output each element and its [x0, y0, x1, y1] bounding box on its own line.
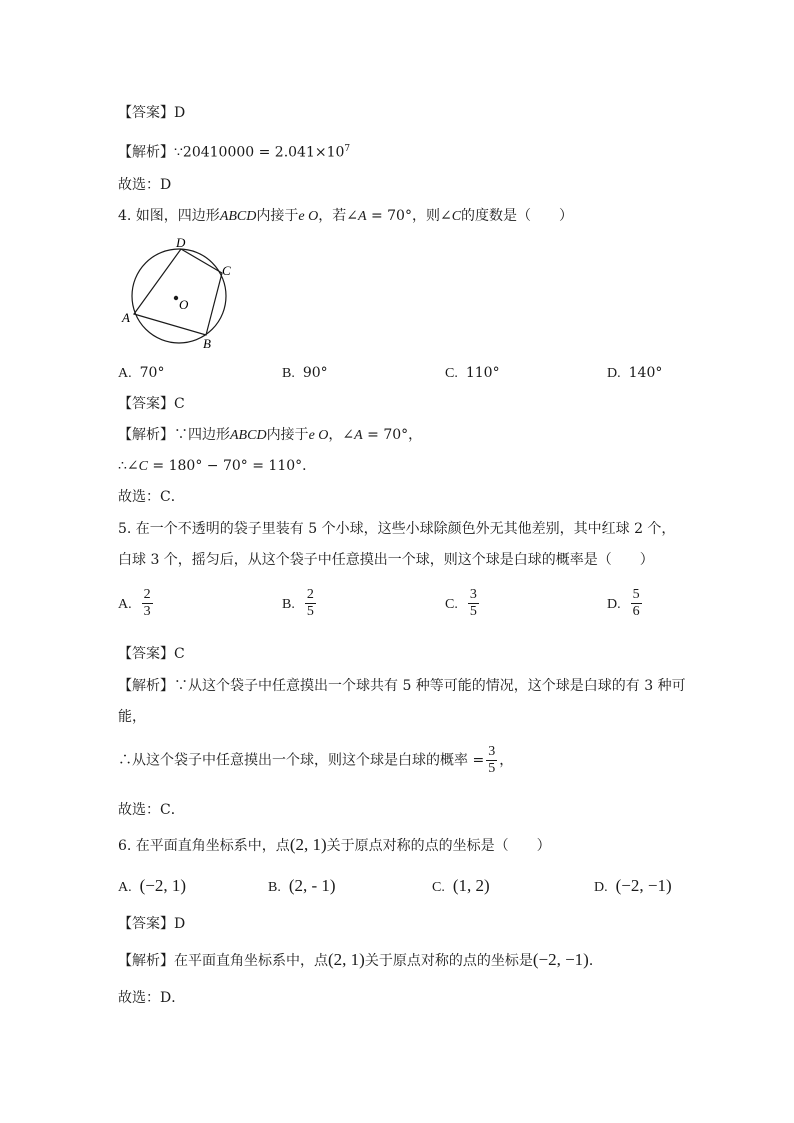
q4-stem-then: ，则∠	[411, 208, 452, 224]
numerator: 2	[143, 587, 151, 602]
numerator: 5	[632, 587, 640, 602]
answer-value: D	[174, 916, 186, 932]
option-key: A.	[118, 366, 132, 381]
option-text: (2, - 1)	[288, 876, 336, 895]
analysis-text: ∵从这个袋子中任意摸出一个球共有 5 种等可能的情况，这个球是白球的有 3 种可	[174, 678, 686, 694]
angle-a: A	[354, 428, 363, 443]
q4-answer-line	[118, 394, 185, 414]
option-key: C.	[445, 596, 458, 612]
analysis-label: 【解析】	[118, 953, 174, 969]
denominator: 5	[306, 604, 314, 619]
q4-option-d[interactable]	[607, 363, 662, 384]
option-key: B.	[268, 880, 281, 895]
option-key: A.	[118, 596, 132, 612]
label-o: O	[179, 297, 189, 312]
q3-conclusion: 故选：D	[118, 177, 172, 193]
numerator: 3	[469, 587, 477, 602]
angle-c: C	[451, 209, 462, 224]
q6-stem-prefix: 6. 在平面直角坐标系中，点	[118, 838, 290, 854]
angle-a: A	[357, 209, 367, 224]
point-coordinates: (2, 1)	[289, 835, 327, 854]
q6-option-d[interactable]	[594, 876, 672, 898]
option-text: 110°	[465, 365, 500, 381]
numerator: 2	[306, 587, 314, 602]
therefore-end: ，	[499, 752, 514, 769]
option-text: 90°	[302, 365, 328, 381]
option-key: C.	[432, 880, 445, 895]
analysis-text: 内接于	[266, 427, 309, 443]
q6-option-a[interactable]	[118, 876, 186, 898]
option-text: (−2, 1)	[139, 876, 187, 895]
fraction	[486, 744, 497, 777]
fraction	[631, 587, 642, 620]
q6-option-c[interactable]	[432, 876, 490, 898]
denominator: 5	[469, 604, 477, 619]
q3-answer-line	[118, 103, 185, 123]
q6-analysis-line	[118, 950, 603, 971]
analysis-text: = 70°，	[362, 427, 423, 443]
q3-analysis-line	[118, 139, 350, 163]
option-text: (1, 2)	[452, 876, 490, 895]
analysis-text: ∵20410000 = 2.041×10	[174, 144, 345, 161]
q6-stem	[118, 835, 551, 856]
option-key: B.	[282, 366, 295, 381]
option-text: 140°	[628, 365, 663, 381]
option-key: A.	[118, 880, 132, 895]
center-point	[174, 296, 178, 300]
q5-stem-line1: 5. 在一个不透明的袋子里装有 5 个小球，这些小球除颜色外无其他差别，其中红球 2 个，	[118, 521, 676, 537]
fraction	[142, 587, 153, 620]
q5-therefore-line	[118, 744, 513, 777]
denominator: 5	[488, 761, 496, 776]
answer-label: 【答案】	[118, 916, 174, 932]
q5-option-a[interactable]	[118, 587, 155, 620]
answer-label: 【答案】	[118, 396, 174, 412]
q5-answer-line	[118, 644, 185, 664]
label-a: A	[122, 310, 130, 325]
q4-stem-mid: 内接于	[256, 208, 299, 224]
answer-value: C	[174, 396, 185, 412]
label-d: D	[176, 236, 186, 250]
option-text: 70°	[139, 365, 165, 381]
answer-label: 【答案】	[118, 646, 174, 662]
q6-answer-line	[118, 914, 185, 934]
q5-conclusion: 故选：C．	[118, 802, 185, 818]
option-key: D.	[607, 366, 621, 381]
q4-analysis-line	[118, 425, 422, 446]
q5-analysis-line2: 能，	[118, 709, 146, 725]
analysis-label: 【解析】	[118, 427, 174, 443]
label-b: B	[203, 336, 211, 351]
analysis-text: ∵四边形	[174, 427, 230, 443]
q5-option-b[interactable]	[282, 587, 318, 620]
quad-name: ABCD	[219, 209, 257, 224]
q5-option-d[interactable]	[607, 587, 644, 620]
quad-name: ABCD	[230, 428, 267, 443]
answer-label: 【答案】	[118, 105, 174, 121]
fraction	[305, 587, 316, 620]
point-coordinates: (2, 1)	[328, 950, 365, 969]
q4-option-a[interactable]	[118, 363, 164, 384]
numerator: 3	[488, 744, 496, 759]
option-key: C.	[445, 366, 458, 381]
option-text: (−2, −1)	[615, 876, 672, 895]
circle-name: e O	[298, 209, 319, 224]
q5-stem-line2: 白球 3 个，摇匀后，从这个袋子中任意摸出一个球，则这个球是白球的概率是（ ）	[118, 552, 654, 568]
answer-value: D	[174, 105, 186, 121]
option-key: B.	[282, 596, 295, 612]
q4-stem-end: 的度数是（ ）	[461, 208, 574, 224]
q6-conclusion: 故选：D．	[118, 990, 186, 1006]
denominator: 6	[632, 604, 640, 619]
q6-option-b[interactable]	[268, 876, 336, 898]
therefore-text: = 180° − 70° = 110°．	[147, 458, 317, 474]
q4-option-c[interactable]	[445, 363, 500, 384]
analysis-end: ．	[588, 953, 603, 969]
circle-name: e O	[308, 428, 329, 443]
option-key: D.	[594, 880, 608, 895]
q4-option-b[interactable]	[282, 363, 328, 384]
analysis-label: 【解析】	[118, 678, 174, 694]
circle-o	[132, 249, 226, 343]
q4-stem-if: ，若∠	[318, 208, 358, 224]
denominator: 3	[143, 604, 151, 619]
fraction	[468, 587, 479, 620]
analysis-text: 关于原点对称的点的坐标是	[364, 953, 533, 969]
angle-c: C	[138, 459, 148, 474]
therefore-prefix: ∴∠	[118, 458, 139, 474]
q4-conclusion: 故选：C．	[118, 489, 185, 505]
analysis-exponent: 7	[344, 144, 351, 154]
therefore-text: ∴从这个袋子中任意摸出一个球，则这个球是白球的概率 =	[118, 752, 485, 769]
result-coordinates: (−2, −1)	[532, 950, 589, 969]
q6-stem-suffix: 关于原点对称的点的坐标是（ ）	[326, 838, 551, 854]
label-c: C	[222, 263, 231, 278]
q5-analysis-line1	[118, 676, 686, 696]
analysis-label: 【解析】	[118, 144, 174, 161]
analysis-text: 在平面直角坐标系中，点	[174, 953, 328, 969]
analysis-text: ，∠	[328, 427, 355, 443]
answer-value: C	[174, 646, 185, 662]
q5-option-c[interactable]	[445, 587, 481, 620]
angle-a-value: = 70°	[366, 208, 412, 224]
q4-stem	[118, 206, 573, 227]
inscribed-quadrilateral-figure	[116, 236, 246, 354]
q4-therefore-line	[118, 456, 316, 477]
option-key: D.	[607, 596, 621, 612]
q4-stem-prefix: 4. 如图，四边形	[118, 208, 220, 224]
